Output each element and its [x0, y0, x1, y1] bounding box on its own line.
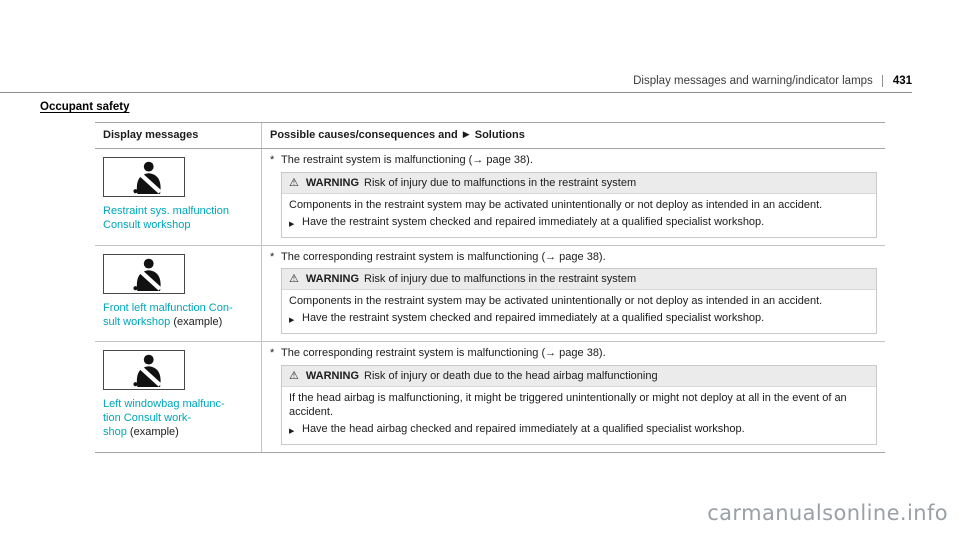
warning-box [281, 172, 877, 238]
warning-header: ⚠ WARNING Risk of injury due to malfunctions in the restraint system [282, 269, 876, 290]
display-message-text: Left windowbag malfunc- tion Consult work- shop (example) [103, 398, 225, 438]
col-header-display-messages: Display messages [95, 123, 262, 148]
col-header-causes-solutions [262, 123, 885, 148]
col-header-solutions-text: Solutions [474, 129, 525, 141]
restraint-system-warning-icon [103, 157, 185, 197]
display-message-cell [95, 149, 262, 245]
windowbag-warning-icon [103, 350, 185, 390]
causes-cell [262, 342, 885, 452]
warning-body: Components in the restraint system may be activated unintentionally or not deploy as intended in an accident. ▶ Have the restraint system checked and repaired immediately at a qualified specialist workshop. [282, 194, 876, 237]
page-number: 431 [882, 75, 912, 87]
solution-arrow-icon: ▶ [289, 427, 295, 435]
asterisk: * [270, 154, 275, 166]
warning-box [281, 365, 877, 445]
asterisk: * [270, 250, 275, 263]
solution-line: ▶ Have the restraint system checked and repaired immediately at a qualified specialist workshop. [289, 311, 869, 328]
watermark: carmanualsonline.info [707, 501, 948, 525]
section-title: Occupant safety [40, 101, 130, 113]
header-rule [0, 92, 912, 93]
solution-arrow-icon: ▶ [289, 317, 295, 324]
cause-line: * The restraint system is malfunctioning (→ page 38). [270, 154, 533, 166]
solution-line: ▶ Have the head airbag checked and repaired immediately at a qualified specialist workshop. [289, 422, 869, 439]
table-row [95, 149, 885, 246]
cause-line: * The corresponding restraint system is malfunctioning (→ page 38). [270, 347, 606, 359]
page-header [0, 74, 912, 88]
warning-body: Components in the restraint system may be activated unintentionally or not deploy as intended in an accident. ▶ Have the restraint system checked and repaired immediately at a qualified specialist workshop. [282, 290, 876, 333]
solution-arrow-icon: ▶ [289, 220, 295, 228]
asterisk: * [270, 347, 275, 359]
warning-triangle-icon: ⚠ [289, 273, 299, 285]
causes-cell [262, 246, 885, 342]
display-message-cell [95, 342, 262, 452]
solution-line: ▶ Have the restraint system checked and repaired immediately at a qualified specialist workshop. [289, 215, 869, 232]
warning-header: ⚠ WARNING Risk of injury or death due to the head airbag malfunctioning [282, 366, 876, 387]
warning-box [281, 268, 877, 334]
display-message-cell [95, 246, 262, 342]
table-row [95, 246, 885, 343]
warning-header: ⚠ WARNING Risk of injury due to malfunctions in the restraint system [282, 173, 876, 194]
display-message-text: Restraint sys. malfunction Consult workshop [103, 205, 229, 231]
col-header-causes-text: Possible causes/consequences and [270, 129, 458, 141]
causes-cell [262, 149, 885, 245]
warning-triangle-icon: ⚠ [289, 176, 299, 189]
cause-line: * The corresponding restraint system is malfunctioning (→ page 38). [270, 250, 606, 263]
header-title: Display messages and warning/indicator lamps [633, 75, 873, 87]
warning-triangle-icon: ⚠ [289, 369, 299, 382]
solutions-icon: ▶ [462, 129, 470, 139]
table-row [95, 342, 885, 453]
display-messages-table [95, 122, 885, 453]
front-left-restraint-warning-icon [103, 254, 185, 294]
warning-body: If the head airbag is malfunctioning, it might be triggered unintentionally or might not deploy at all in the event of an accident. ▶ Have the head airbag checked and repaired immediately at a qualified specialist workshop. [282, 387, 876, 444]
table-header-row [95, 123, 885, 149]
display-message-text: Front left malfunction Con- sult workshop (example) [103, 301, 233, 328]
